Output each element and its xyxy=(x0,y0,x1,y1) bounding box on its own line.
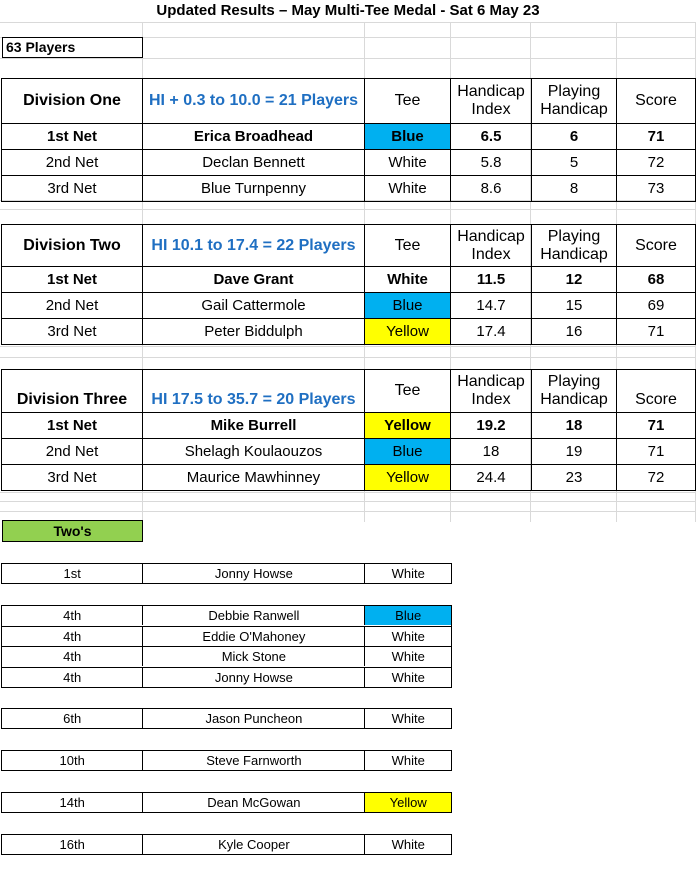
gridline xyxy=(0,209,696,210)
twos-row xyxy=(2,606,451,627)
division-header-row xyxy=(2,79,696,124)
tee-header: Tee xyxy=(365,370,451,413)
tee: Blue xyxy=(365,124,451,150)
result-row xyxy=(2,319,696,345)
gridline xyxy=(0,492,696,493)
player-name: Peter Biddulph xyxy=(143,319,365,345)
score: 71 xyxy=(617,124,696,150)
division-three-table xyxy=(1,369,696,491)
handicap-index: 11.5 xyxy=(451,267,532,293)
playing-handicap-header: Playing Handicap xyxy=(532,370,617,413)
playing-handicap-header: Playing Handicap xyxy=(532,79,617,124)
twos-player: Steve Farnworth xyxy=(143,751,365,770)
twos-row xyxy=(2,627,451,648)
twos-player: Debbie Ranwell xyxy=(143,606,365,625)
place: 2nd Net xyxy=(2,150,143,176)
twos-hole: 16th xyxy=(2,835,143,854)
twos-hole: 6th xyxy=(2,709,143,728)
handicap-index-header: Handicap Index xyxy=(451,225,532,267)
handicap-index: 6.5 xyxy=(451,124,532,150)
tee: Yellow xyxy=(365,413,451,439)
division-range: HI + 0.3 to 10.0 = 21 Players xyxy=(143,79,365,124)
score: 71 xyxy=(617,439,696,465)
tee: Blue xyxy=(365,439,451,465)
score: 72 xyxy=(617,465,696,491)
playing-handicap: 19 xyxy=(532,439,617,465)
twos-player: Kyle Cooper xyxy=(143,835,365,854)
result-row xyxy=(2,267,696,293)
handicap-index: 18 xyxy=(451,439,532,465)
handicap-index: 24.4 xyxy=(451,465,532,491)
player-name: Gail Cattermole xyxy=(143,293,365,319)
score: 71 xyxy=(617,319,696,345)
place: 3rd Net xyxy=(2,176,143,202)
twos-tee: White xyxy=(391,669,425,685)
player-name: Dave Grant xyxy=(143,267,365,293)
result-row xyxy=(2,413,696,439)
handicap-index-header: Handicap Index xyxy=(451,79,532,124)
place: 3rd Net xyxy=(2,465,143,491)
playing-handicap: 5 xyxy=(532,150,617,176)
player-name: Shelagh Koulaouzos xyxy=(143,439,365,465)
twos-tee: White xyxy=(391,837,425,852)
playing-handicap: 8 xyxy=(532,176,617,202)
result-row xyxy=(2,150,696,176)
gridline xyxy=(0,346,696,347)
twos-tee: Yellow xyxy=(365,793,451,812)
result-row xyxy=(2,176,696,202)
handicap-index: 5.8 xyxy=(451,150,532,176)
gridline xyxy=(0,357,696,358)
division-header-row xyxy=(2,225,696,267)
score: 71 xyxy=(617,413,696,439)
twos-player: Jonny Howse xyxy=(143,668,365,687)
tee: Yellow xyxy=(365,465,451,491)
gridline xyxy=(0,511,696,512)
gridline xyxy=(0,22,696,23)
twos-tee: White xyxy=(391,711,425,726)
twos-row xyxy=(2,647,451,668)
score: 72 xyxy=(617,150,696,176)
player-name: Maurice Mawhinney xyxy=(143,465,365,491)
gridline xyxy=(0,501,696,502)
twos-row xyxy=(1,563,452,584)
twos-tee: White xyxy=(391,628,425,644)
twos-tee: White xyxy=(391,649,425,664)
twos-hole: 4th xyxy=(2,647,143,666)
place: 1st Net xyxy=(2,267,143,293)
division-range: HI 10.1 to 17.4 = 22 Players xyxy=(143,225,365,267)
place: 3rd Net xyxy=(2,319,143,345)
score: 69 xyxy=(617,293,696,319)
score-header: Score xyxy=(617,225,696,267)
twos-hole: 14th xyxy=(2,793,143,812)
player-name: Erica Broadhead xyxy=(143,124,365,150)
player-name: Blue Turnpenny xyxy=(143,176,365,202)
tee: White xyxy=(365,176,451,202)
twos-player: Jason Puncheon xyxy=(143,709,365,728)
handicap-index: 8.6 xyxy=(451,176,532,202)
twos-hole: 4th xyxy=(2,627,143,646)
players-count: 63 Players xyxy=(2,37,143,58)
place: 1st Net xyxy=(2,413,143,439)
playing-handicap: 6 xyxy=(532,124,617,150)
twos-group-4th xyxy=(1,605,452,688)
twos-row xyxy=(1,750,452,771)
tee: White xyxy=(365,150,451,176)
division-one-table xyxy=(1,78,696,202)
division-range: HI 17.5 to 35.7 = 20 Players xyxy=(143,370,365,413)
twos-hole: 4th xyxy=(2,668,143,687)
score-header: Score xyxy=(617,370,696,413)
result-row xyxy=(2,124,696,150)
result-row xyxy=(2,439,696,465)
twos-row xyxy=(1,834,452,855)
division-header-row xyxy=(2,370,696,413)
gridline xyxy=(0,58,696,59)
tee: White xyxy=(365,267,451,293)
place: 2nd Net xyxy=(2,293,143,319)
division-name: Division Two xyxy=(2,225,143,267)
twos-tee: White xyxy=(391,753,425,768)
playing-handicap: 15 xyxy=(532,293,617,319)
twos-row xyxy=(1,708,452,729)
division-name: Division One xyxy=(2,79,143,124)
twos-hole: 10th xyxy=(2,751,143,770)
tee-header: Tee xyxy=(365,79,451,124)
division-name: Division Three xyxy=(2,370,143,413)
result-row xyxy=(2,465,696,491)
playing-handicap-header: Playing Handicap xyxy=(532,225,617,267)
place: 1st Net xyxy=(2,124,143,150)
score: 73 xyxy=(617,176,696,202)
playing-handicap: 23 xyxy=(532,465,617,491)
twos-player: Dean McGowan xyxy=(143,793,365,812)
score: 68 xyxy=(617,267,696,293)
tee: Yellow xyxy=(365,319,451,345)
twos-hole: 4th xyxy=(2,606,143,625)
playing-handicap: 18 xyxy=(532,413,617,439)
handicap-index: 17.4 xyxy=(451,319,532,345)
twos-hole: 1st xyxy=(2,564,143,583)
player-name: Mike Burrell xyxy=(143,413,365,439)
page-title: Updated Results – May Multi-Tee Medal - Sat 6 May 23 xyxy=(156,2,540,19)
playing-handicap: 12 xyxy=(532,267,617,293)
twos-player: Eddie O'Mahoney xyxy=(143,627,365,646)
twos-player: Mick Stone xyxy=(143,647,365,666)
tee: Blue xyxy=(365,293,451,319)
score-header: Score xyxy=(617,79,696,124)
twos-row xyxy=(1,792,452,813)
twos-tee: Blue xyxy=(365,606,451,625)
place: 2nd Net xyxy=(2,439,143,465)
player-name: Declan Bennett xyxy=(143,150,365,176)
twos-tee: White xyxy=(391,566,425,581)
handicap-index-header: Handicap Index xyxy=(451,370,532,413)
division-two-table xyxy=(1,224,696,345)
handicap-index: 19.2 xyxy=(451,413,532,439)
twos-player: Jonny Howse xyxy=(143,564,365,583)
tee-header: Tee xyxy=(365,225,451,267)
twos-row xyxy=(2,668,451,688)
result-row xyxy=(2,293,696,319)
handicap-index: 14.7 xyxy=(451,293,532,319)
playing-handicap: 16 xyxy=(532,319,617,345)
twos-header: Two's xyxy=(2,520,143,542)
